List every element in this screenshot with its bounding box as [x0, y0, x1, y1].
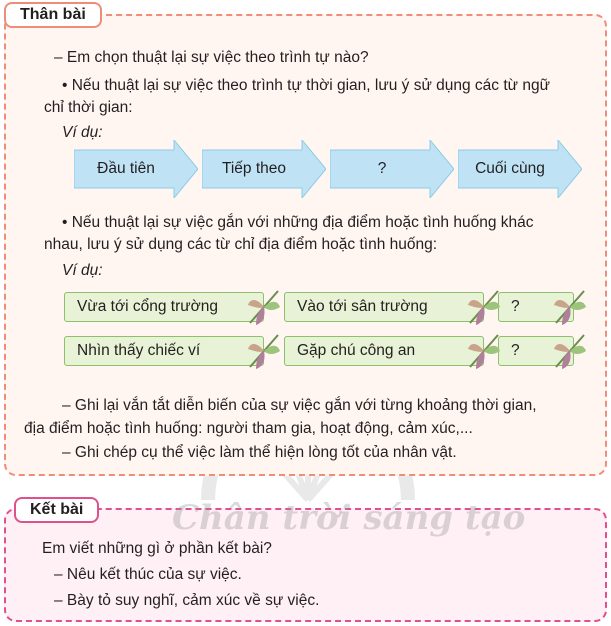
time-note-line2: chỉ thời gian:	[44, 99, 133, 116]
place-card-1-3: ?	[498, 292, 574, 322]
example-label-1: Ví dụ:	[62, 124, 103, 141]
ket-bai-item-1: – Nêu kết thúc của sự việc.	[54, 566, 242, 583]
ket-bai-title: Kết bài	[14, 497, 99, 523]
ket-bai-question: Em viết những gì ở phần kết bài?	[42, 540, 272, 557]
record-line2: địa điểm hoặc tình huống: người tham gia, hoạt động, cảm xúc,...	[24, 420, 473, 437]
leaf-icon	[246, 331, 282, 371]
time-step-3	[330, 140, 454, 198]
leaf-icon	[552, 331, 588, 371]
time-note-line1: • Nếu thuật lại sự việc theo trình tự thời gian, lưu ý sử dụng các từ ngữ	[62, 77, 550, 94]
time-step-label: Cuối cùng	[475, 160, 545, 177]
than-bai-title: Thân bài	[4, 2, 102, 28]
place-card-2-3: ?	[498, 336, 574, 366]
place-card-2-2: Gặp chú công an	[284, 336, 484, 366]
kind-act-line: – Ghi chép cụ thể việc làm thể hiện lòng tốt của nhân vật.	[62, 444, 457, 461]
place-note-line2: nhau, lưu ý sử dụng các từ chỉ địa điểm hoặc tình huống:	[44, 236, 438, 253]
time-step-label: Đầu tiên	[97, 160, 155, 177]
time-step-4	[458, 140, 582, 198]
leaf-icon	[466, 287, 502, 327]
time-step-label: ?	[377, 160, 387, 177]
record-line1: – Ghi lại vắn tắt diễn biến của sự việc gắn với từng khoảng thời gian,	[62, 397, 537, 414]
time-step-label: Tiếp theo	[221, 160, 287, 177]
time-step-1	[74, 140, 198, 198]
place-note-line1: • Nếu thuật lại sự việc gắn với những địa điểm hoặc tình huống khác	[62, 214, 534, 231]
place-card-2-1: Nhìn thấy chiếc ví	[64, 336, 264, 366]
leaf-icon	[246, 287, 282, 327]
place-card-1-2: Vào tới sân trường	[284, 292, 484, 322]
place-card-1-1: Vừa tới cổng trường	[64, 292, 264, 322]
ket-bai-item-2: – Bày tỏ suy nghĩ, cảm xúc về sự việc.	[54, 592, 320, 609]
example-label-2: Ví dụ:	[62, 262, 103, 279]
order-question: – Em chọn thuật lại sự việc theo trình tự nào?	[54, 49, 369, 66]
watermark-text: Chân trời sáng tạo	[172, 498, 526, 538]
leaf-icon	[552, 287, 588, 327]
leaf-icon	[466, 331, 502, 371]
time-step-2	[202, 140, 326, 198]
